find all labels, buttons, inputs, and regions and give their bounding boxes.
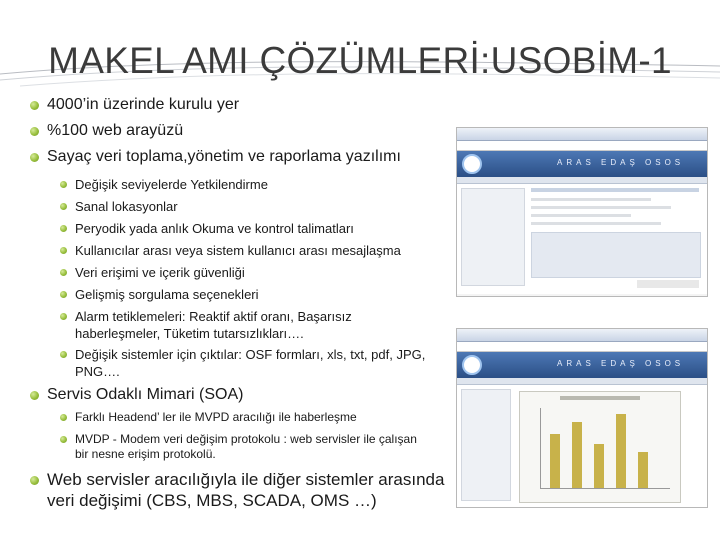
bullet-headend: Farklı Headend’ ler ile MVPD aracılığı ile haberleşme xyxy=(75,410,357,424)
app-brand: ARAS EDAŞ OSOS xyxy=(557,158,685,167)
bullet-dot-icon xyxy=(30,101,39,110)
bullet-web-services-cont: veri değişimi (CBS, MBS, SCADA, OMS …) xyxy=(47,491,377,510)
bullet-alarm-triggers-cont: haberleşmeler, Tüketim tutarsızlıkları…. xyxy=(75,326,304,341)
bullet-dot-icon xyxy=(60,436,67,443)
osos-logo-icon xyxy=(462,355,482,375)
bullet-authorization: Değişik seviyelerde Yetkilendirme xyxy=(75,177,268,192)
bullet-alarm-triggers: Alarm tetiklemeleri: Reaktif aktif oranı, Başarısız xyxy=(75,309,352,324)
bullet-web-services: Web servisler aracılığıyla ile diğer sistemler arasında xyxy=(47,470,445,489)
bullet-mvdp: MVDP - Modem veri değişim protokolu : web servisler ile çalışan xyxy=(75,432,417,446)
bullet-export-formats-cont: PNG…. xyxy=(75,364,120,379)
bullet-mvdp-cont: bir nesne erişim protokolü. xyxy=(75,447,216,461)
bullet-dot-icon xyxy=(30,476,39,485)
bullet-dot-icon xyxy=(30,127,39,136)
bullet-dot-icon xyxy=(60,291,67,298)
bullet-web-interface: %100 web arayüzü xyxy=(47,122,184,139)
app-brand: ARAS EDAŞ OSOS xyxy=(557,359,685,368)
bullet-dot-icon xyxy=(30,391,39,400)
bullet-dot-icon xyxy=(30,153,39,162)
bullet-dot-icon xyxy=(60,414,67,421)
bullet-periodic-reading: Peryodik yada anlık Okuma ve kontrol talimatları xyxy=(75,221,354,236)
bullet-dot-icon xyxy=(60,225,67,232)
slide-title: MAKEL AMI ÇÖZÜMLERİ:USOBİM-1 xyxy=(48,40,672,81)
bullet-dot-icon xyxy=(60,203,67,210)
osos-logo-icon xyxy=(462,154,482,174)
bullet-soa: Servis Odaklı Mimari (SOA) xyxy=(47,386,244,403)
bullet-data-security: Veri erişimi ve içerik güvenliği xyxy=(75,265,245,280)
bullet-dot-icon xyxy=(60,247,67,254)
bullet-dot-icon xyxy=(60,313,67,320)
bullet-messaging: Kullanıcılar arası veya sistem kullanıcı arası mesajlaşma xyxy=(75,243,401,258)
app-screenshot-list xyxy=(456,127,708,297)
app-screenshot-dashboard xyxy=(456,328,708,508)
bullet-dot-icon xyxy=(60,269,67,276)
bullet-meter-software: Sayaç veri toplama,yönetim ve raporlama yazılımı xyxy=(47,148,401,165)
bullet-dot-icon xyxy=(60,181,67,188)
bullet-dot-icon xyxy=(60,351,67,358)
bullet-virtual-locations: Sanal lokasyonlar xyxy=(75,199,178,214)
bullet-export-formats: Değişik sistemler için çıktılar: OSF formları, xls, txt, pdf, JPG, xyxy=(75,347,426,362)
bullet-advanced-query: Gelişmiş sorgulama seçenekleri xyxy=(75,287,259,302)
bullet-installations: 4000’in üzerinde kurulu yer xyxy=(47,96,240,113)
